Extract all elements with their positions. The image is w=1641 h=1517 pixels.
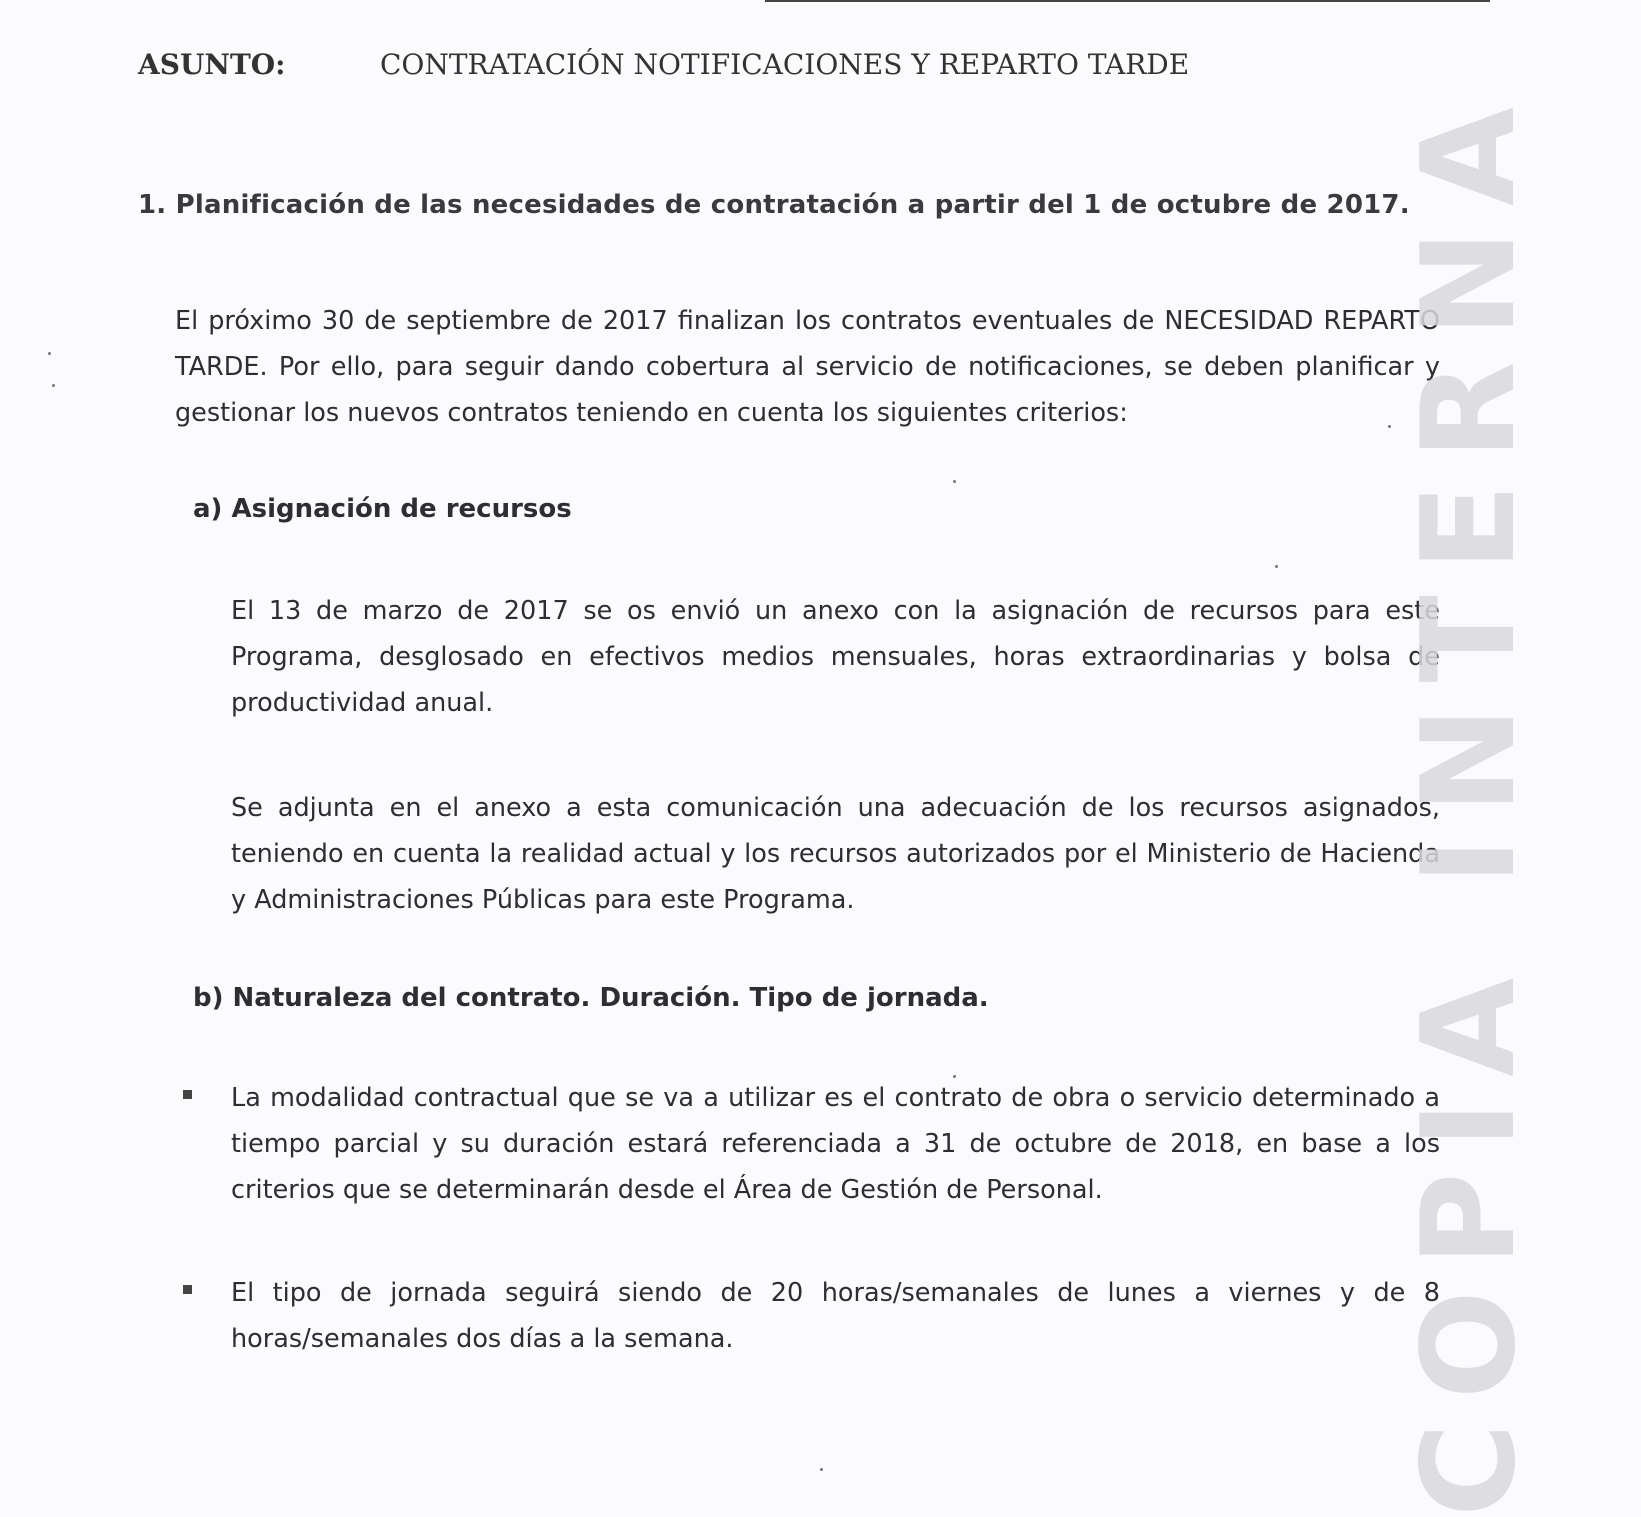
- subsection-b-heading: b) Naturaleza del contrato. Duración. Tipo de jornada.: [193, 983, 989, 1013]
- subject-text: CONTRATACIÓN NOTIFICACIONES Y REPARTO TARDE: [380, 48, 1190, 81]
- bullet-marker-icon: [183, 1090, 192, 1099]
- intro-paragraph: El próximo 30 de septiembre de 2017 finalizan los contratos eventuales de NECESIDAD REPARTO TARDE. Por ello, para seguir dando cobertura al servicio de notificaciones, se deben planificar y gestionar los nuevos contratos teniendo en cuenta los siguientes criterios:: [175, 306, 1440, 428]
- watermark-stamp: COPIA INTERNA: [1395, 82, 1544, 1517]
- bullet-marker-icon: [183, 1285, 192, 1294]
- scan-speck: [1388, 425, 1391, 428]
- scan-speck: [953, 480, 956, 483]
- section-title: 1. Planificación de las necesidades de contratación a partir del 1 de octubre de 2017.: [138, 190, 1410, 220]
- subsection-a-heading: a) Asignación de recursos: [193, 494, 572, 524]
- scan-speck: [953, 1075, 956, 1078]
- subsection-b-bullet-1: La modalidad contractual que se va a utilizar es el contrato de obra o servicio determinado a tiempo parcial y su duración estará referenciada a 31 de octubre de 2018, en base a los criterios que se determinarán desde el Área de Gestión de Personal.: [231, 1083, 1440, 1205]
- top-rule: [765, 0, 1490, 2]
- subsection-b-bullet-2: El tipo de jornada seguirá siendo de 20 horas/semanales de lunes a viernes y de 8 horas/semanales dos días a la semana.: [231, 1278, 1440, 1354]
- subsection-a-paragraph-2: Se adjunta en el anexo a esta comunicación una adecuación de los recursos asignados, teniendo en cuenta la realidad actual y los recursos autorizados por el Ministerio de Hacienda y Administraciones Públicas para este Programa.: [231, 793, 1440, 915]
- scan-speck: [820, 1468, 823, 1471]
- scan-speck: [1275, 565, 1278, 568]
- scan-speck: [52, 384, 55, 387]
- scan-speck: [48, 352, 51, 355]
- subsection-a-paragraph-1: El 13 de marzo de 2017 se os envió un anexo con la asignación de recursos para este Programa, desglosado en efectivos medios mensuales, horas extraordinarias y bolsa de productividad anual.: [231, 596, 1440, 718]
- subject-label: ASUNTO:: [138, 48, 286, 81]
